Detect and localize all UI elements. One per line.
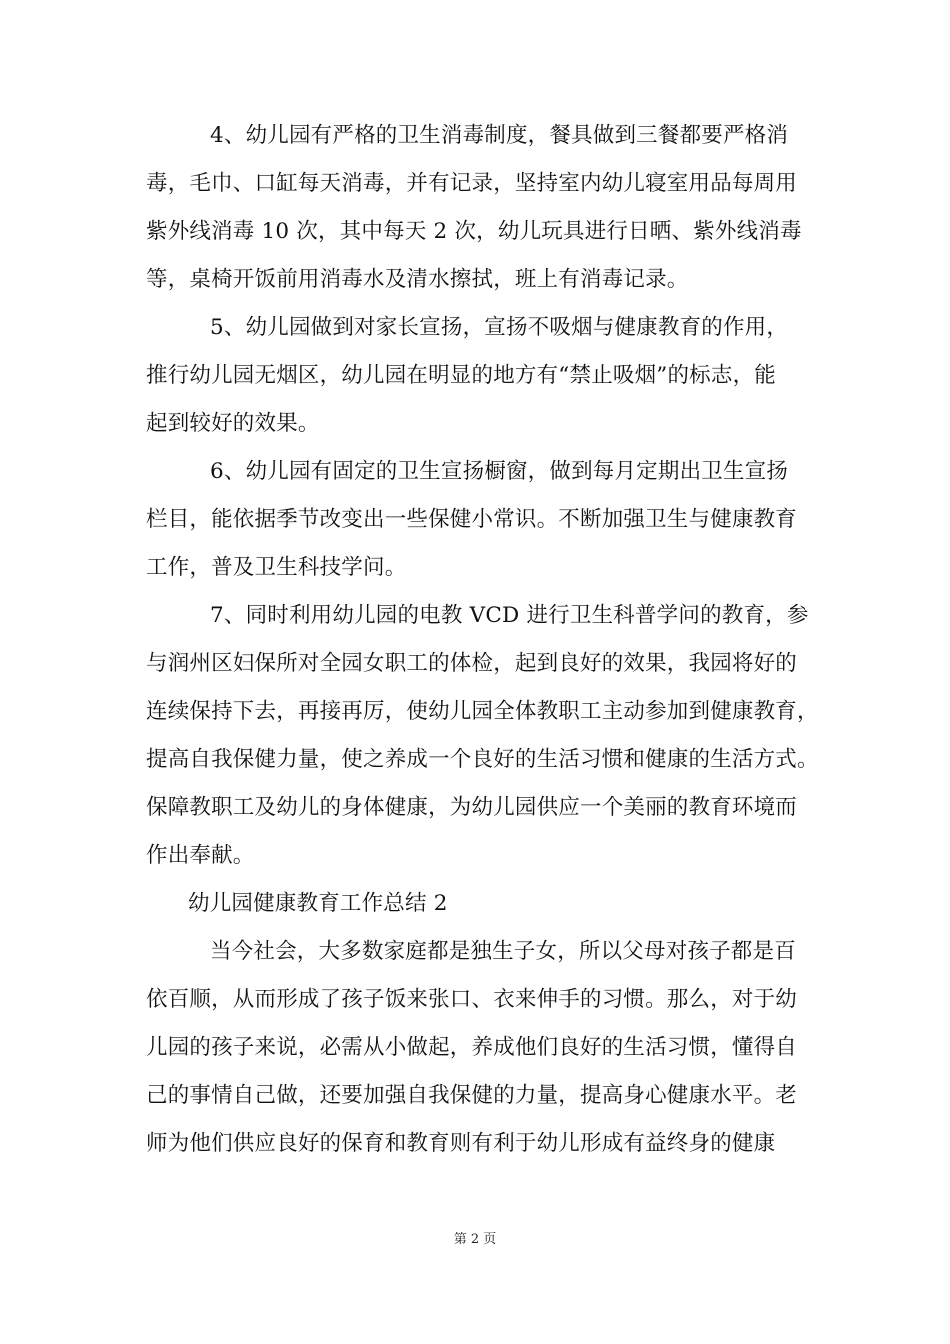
intro-paragraph-line-2: 依百顺，从而形成了孩子饭来张口、衣来伸手的习惯。那么，对于幼 (146, 987, 798, 1012)
page-number: 第 2 页 (453, 1232, 497, 1247)
paragraph-7-line-3: 连续保持下去，再接再厉，使幼儿园全体教职工主动参加到健康教育， (146, 699, 819, 724)
paragraph-5-line-2: 推行幼儿园无烟区，幼儿园在明显的地方有“禁止吸烟”的标志，能 (146, 363, 776, 388)
paragraph-4-line-1: 4、幼儿园有严格的卫生消毒制度，餐具做到三餐都要严格消 (210, 123, 789, 148)
paragraph-7-line-1: 7、同时利用幼儿园的电教 VCD 进行卫生科普学问的教育，参 (210, 603, 809, 628)
paragraph-6-line-1: 6、幼儿园有固定的卫生宣扬橱窗，做到每月定期出卫生宣扬 (210, 459, 789, 484)
paragraph-7-line-5: 保障教职工及幼儿的身体健康，为幼儿园供应一个美丽的教育环境而 (146, 795, 798, 820)
intro-paragraph-line-1: 当今社会，大多数家庭都是独生子女，所以父母对孩子都是百 (210, 939, 796, 964)
paragraph-5-line-3: 起到较好的效果。 (146, 411, 320, 436)
paragraph-7-line-4: 提高自我保健力量，使之养成一个良好的生活习惯和健康的生活方式。 (146, 747, 819, 772)
intro-paragraph-line-4: 己的事情自己做，还要加强自我保健的力量，提高身心健康水平。老 (146, 1083, 798, 1108)
paragraph-6-line-3: 工作，普及卫生科技学问。 (146, 555, 407, 580)
paragraph-7-line-2: 与润州区妇保所对全园女职工的体检，起到良好的效果，我园将好的 (146, 651, 798, 676)
section-heading: 幼儿园健康教育工作总结 2 (188, 891, 448, 916)
intro-paragraph-line-3: 儿园的孩子来说，必需从小做起，养成他们良好的生活习惯，懂得自 (146, 1035, 798, 1060)
paragraph-4-line-4: 等，桌椅开饭前用消毒水及清水擦拭，班上有消毒记录。 (146, 267, 689, 292)
paragraph-4-line-3: 紫外线消毒 10 次，其中每天 2 次，幼儿玩具进行日晒、紫外线消毒 (146, 219, 802, 244)
paragraph-7-line-6: 作出奉献。 (146, 843, 255, 868)
intro-paragraph-line-5: 师为他们供应良好的保育和教育则有利于幼儿形成有益终身的健康 (146, 1131, 776, 1156)
paragraph-6-line-2: 栏目，能依据季节改变出一些保健小常识。不断加强卫生与健康教育 (146, 507, 798, 532)
document-body (146, 112, 819, 1168)
paragraph-4-line-2: 毒，毛巾、口缸每天消毒，并有记录，坚持室内幼儿寝室用品每周用 (146, 171, 798, 196)
paragraph-5-line-1: 5、幼儿园做到对家长宣扬，宣扬不吸烟与健康教育的作用， (210, 315, 789, 340)
